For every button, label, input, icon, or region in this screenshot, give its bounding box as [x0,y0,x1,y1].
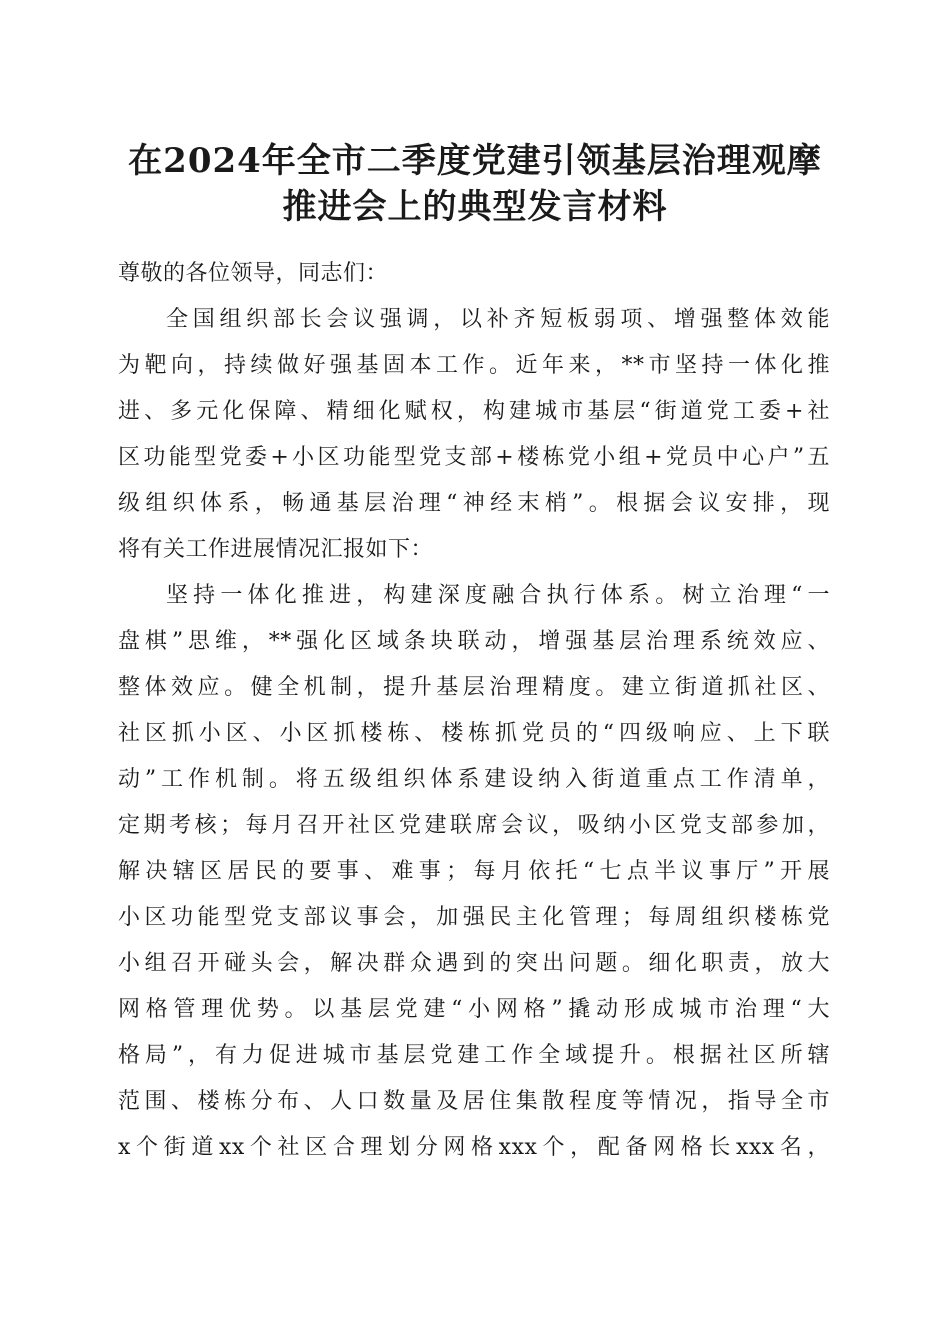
document-body [118,251,830,1171]
paragraph-line: 解决辖区居民的要事、难事；每月依托“七点半议事厅”开展 [118,859,830,884]
paragraph-line: 进、多元化保障、精细化赋权，构建城市基层“街道党工委+社 [118,399,830,424]
paragraph-line: 小区功能型党支部议事会，加强民主化管理；每周组织楼栋党 [118,905,830,930]
salutation: 尊敬的各位领导，同志们： [118,261,389,286]
document-title [100,138,850,230]
paragraph-line: 定期考核；每月召开社区党建联席会议，吸纳小区党支部参加， [118,813,830,838]
paragraph-line: 区功能型党委+小区功能型党支部+楼栋党小组+党员中心户”五 [118,445,830,470]
paragraph-1 [118,297,830,573]
paragraph-line: 全国组织部长会议强调，以补齐短板弱项、增强整体效能 [166,307,830,332]
paragraph-line: 社区抓小区、小区抓楼栋、楼栋抓党员的“四级响应、上下联 [118,721,830,746]
paragraph-line: x个街道xx个社区合理划分网格xxx个，配备网格长xxx名， [118,1135,830,1160]
paragraph-line: 级组织体系，畅通基层治理“神经末梢”。根据会议安排，现 [118,491,830,516]
paragraph-line: 整体效应。健全机制，提升基层治理精度。建立街道抓社区、 [118,675,830,700]
title-line-1: 在2024年全市二季度党建引领基层治理观摩 [128,141,822,181]
paragraph-line: 为靶向，持续做好强基固本工作。近年来，**市坚持一体化推 [118,353,830,378]
paragraph-line: 坚持一体化推进，构建深度融合执行体系。树立治理“一 [166,583,830,608]
paragraph-line: 网格管理优势。以基层党建“小网格”撬动形成城市治理“大 [118,997,830,1022]
paragraph-line: 范围、楼栋分布、人口数量及居住集散程度等情况，指导全市 [118,1089,830,1114]
paragraph-line: 格局”，有力促进城市基层党建工作全域提升。根据社区所辖 [118,1043,830,1068]
paragraph-line: 动”工作机制。将五级组织体系建设纳入街道重点工作清单， [118,767,830,792]
paragraph-line: 将有关工作进展情况汇报如下： [118,537,434,562]
paragraph-2 [118,573,830,1171]
title-line-2: 推进会上的典型发言材料 [282,187,668,227]
paragraph-line: 盘棋”思维，**强化区域条块联动，增强基层治理系统效应、 [118,629,830,654]
paragraph-line: 小组召开碰头会，解决群众遇到的突出问题。细化职责，放大 [118,951,830,976]
